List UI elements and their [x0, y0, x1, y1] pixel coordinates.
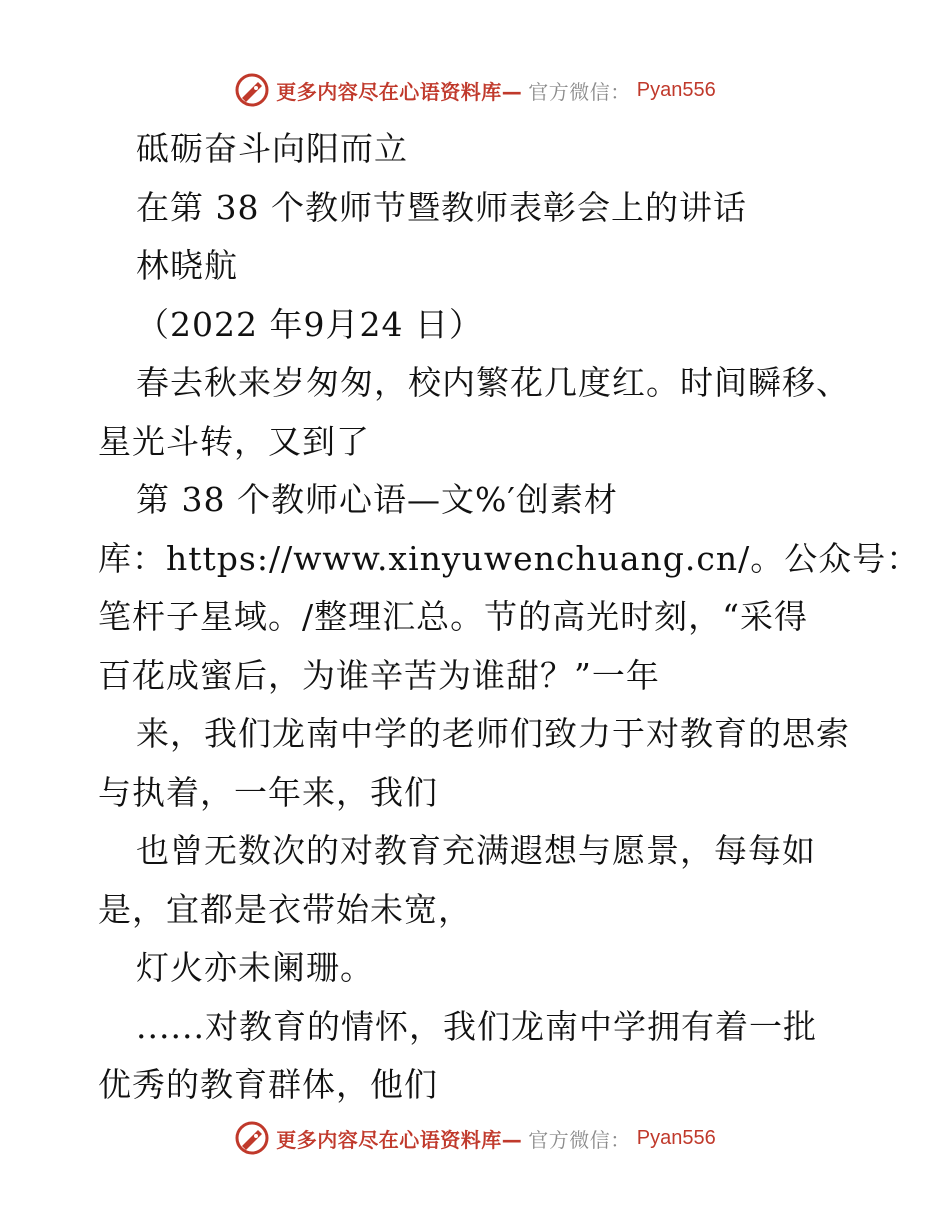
doc-subtitle: 在第 38 个教师节暨教师表彰会上的讲话 — [136, 187, 747, 227]
doc-author: 林晓航 — [136, 246, 238, 285]
paragraph-line: 来，我们龙南中学的老师们致力于对教育的思索 — [136, 714, 850, 753]
pen-logo-icon — [234, 72, 270, 108]
paragraph-line: 也曾无数次的对教育充满遐想与愿景，每每如 — [136, 831, 816, 870]
paragraph-line: 优秀的教育群体，他们 — [98, 1065, 438, 1104]
paragraph-line: 百花成蜜后，为谁辛苦为谁甜？”一年 — [98, 655, 660, 695]
footer-banner — [0, 1118, 950, 1158]
doc-date: （2022 年9月24 日） — [136, 304, 483, 344]
paragraph-line: 春去秋来岁匆匆，校内繁花几度红。时间瞬移、 — [136, 363, 850, 402]
paragraph-line: 笔杆子星域。/整理汇总。节的高光时刻，“采得 — [98, 597, 808, 636]
paragraph-line: 灯火亦未阑珊。 — [136, 948, 374, 987]
paragraph-line: 星光斗转，又到了 — [98, 421, 370, 461]
pen-logo-icon — [234, 1120, 270, 1156]
paragraph-line: 库：https://www.xinyuwenchuang.cn/。公众号： — [98, 538, 921, 578]
banner-sub-text: 官方微信： — [528, 1127, 631, 1152]
banner-main-text: 更多内容尽在心语资料库— — [276, 1127, 523, 1152]
paragraph-line: 第 38 个教师心语—文%′创素材 — [136, 480, 618, 519]
banner-sub-text: 官方微信： — [528, 79, 631, 104]
document-body — [98, 120, 921, 1115]
paragraph-line: 与执着，一年来，我们 — [98, 772, 438, 812]
banner-account: Pyan556 — [636, 1126, 716, 1149]
paragraph-line: 是，宜都是衣带始未宽， — [98, 889, 472, 929]
paragraph-line: ......对教育的情怀，我们龙南中学拥有着一批 — [136, 1006, 817, 1046]
banner-account: Pyan556 — [636, 78, 716, 101]
banner-main-text: 更多内容尽在心语资料库— — [276, 79, 523, 104]
header-banner — [0, 70, 950, 110]
doc-title: 砥砺奋斗向阳而立 — [136, 129, 408, 168]
